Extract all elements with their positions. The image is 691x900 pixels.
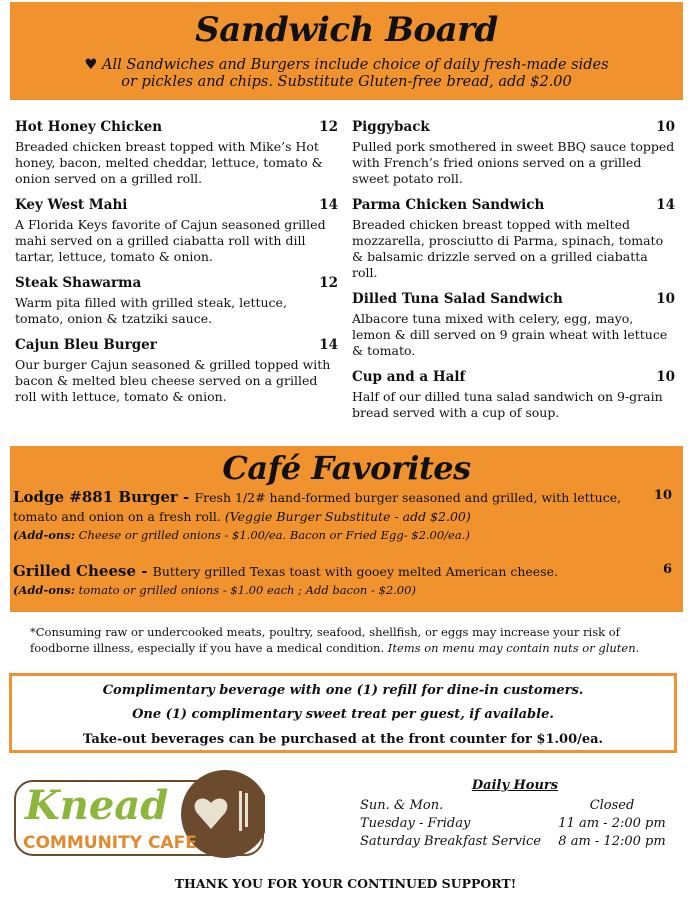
beverage-line-2: One (1) complimentary sweet treat per guest, if available. xyxy=(132,707,554,722)
item-price: 10 xyxy=(656,291,675,307)
item-description: Breaded chicken breast topped with melted mozzarella, prosciutto di Parma, spinach, tomato & balsamic drizzle served on a grilled ciabatta roll. xyxy=(352,217,664,280)
menu-item xyxy=(15,119,338,187)
allergen-note: Items on menu may contain nuts or gluten. xyxy=(387,641,640,655)
item-price: 14 xyxy=(656,197,675,213)
addon-text: tomato or grilled onions - $1.00 each ; Add bacon - $2.00) xyxy=(74,583,416,597)
fork-icon xyxy=(239,791,242,831)
note-line-2: or pickles and chips. Substitute Gluten-free bread, add $2.00 xyxy=(121,74,572,90)
food-safety-disclaimer xyxy=(30,624,665,656)
daily-hours xyxy=(360,778,670,851)
item-price: 12 xyxy=(319,275,338,291)
item-description: Half of our dilled tuna salad sandwich on 9-grain bread served with a cup of soup. xyxy=(352,389,663,420)
hours-day: Saturday Breakfast Service xyxy=(360,834,541,849)
item-name: Steak Shawarma xyxy=(15,275,142,291)
item-price: 10 xyxy=(656,369,675,385)
hours-time: 11 am - 2:00 pm xyxy=(558,816,666,831)
addon-label: (Add-ons: xyxy=(13,528,75,542)
hours-row xyxy=(360,833,670,851)
knife-icon xyxy=(245,793,248,827)
hours-day: Tuesday - Friday xyxy=(360,816,471,831)
sandwich-board-note xyxy=(10,57,683,91)
favorite-item-burger xyxy=(13,488,672,545)
item-price: 14 xyxy=(319,197,338,213)
hours-row xyxy=(360,815,670,833)
item-description: Pulled pork smothered in sweet BBQ sauce topped with French’s fried onions served on a grilled sweet potato roll. xyxy=(352,139,675,186)
hours-day: Sun. & Mon. xyxy=(360,798,444,813)
menu-item xyxy=(352,369,675,421)
favorite-item-grilled-cheese xyxy=(13,562,672,600)
hours-title: Daily Hours xyxy=(471,778,559,793)
item-description: Warm pita filled with grilled steak, lettuce, tomato, onion & tzatziki sauce. xyxy=(15,295,287,326)
item-price: 12 xyxy=(319,119,338,135)
cafe-favorites-title: Café Favorites xyxy=(222,449,471,487)
item-description: Fresh 1/2# hand-formed burger seasoned and grilled, with lettuce, tomato and onion on a fresh roll. xyxy=(13,490,622,524)
addon-label: (Add-ons: xyxy=(13,583,75,597)
logo-subtitle: COMMUNITY CAFE xyxy=(23,833,197,853)
menu-item xyxy=(352,291,675,359)
menu-item xyxy=(15,197,338,265)
item-addons xyxy=(13,526,672,545)
sandwich-column-left xyxy=(15,119,338,415)
menu-item xyxy=(15,337,338,405)
sandwich-column-right xyxy=(352,119,675,431)
item-price: 14 xyxy=(319,337,338,353)
addon-text: Cheese or grilled onions - $1.00/ea. Bacon or Fried Egg- $2.00/ea.) xyxy=(74,528,470,542)
item-name: Piggyback xyxy=(352,119,430,135)
hours-row xyxy=(360,797,670,815)
beverage-line-1: Complimentary beverage with one (1) refill for dine-in customers. xyxy=(102,683,584,698)
veggie-substitute: (Veggie Burger Substitute - add $2.00) xyxy=(224,509,471,524)
item-description: A Florida Keys favorite of Cajun seasoned grilled mahi served on a grilled ciabatta roll with dill tartar, lettuce, tomato & onion. xyxy=(15,217,326,264)
beverage-info-box xyxy=(9,673,677,753)
item-price: 10 xyxy=(653,488,672,503)
menu-item xyxy=(15,275,338,327)
item-name: Dilled Tuna Salad Sandwich xyxy=(352,291,563,307)
item-description: Buttery grilled Texas toast with gooey melted American cheese. xyxy=(152,564,558,579)
menu-item xyxy=(352,119,675,187)
item-name: Parma Chicken Sandwich xyxy=(352,197,545,213)
knead-community-cafe-logo xyxy=(13,767,265,863)
item-addons xyxy=(13,581,672,600)
sandwich-board-header xyxy=(10,2,683,100)
item-description: Our burger Cajun seasoned & grilled topped with bacon & melted bleu cheese served on a grilled roll with lettuce, tomato & onion. xyxy=(15,357,331,404)
item-price: 10 xyxy=(656,119,675,135)
item-description: Albacore tuna mixed with celery, egg, mayo, lemon & dill served on 9 grain wheat with lettuce & tomato. xyxy=(352,311,668,358)
thank-you-footer: THANK YOU FOR YOUR CONTINUED SUPPORT! xyxy=(174,876,517,891)
sandwich-board-title: Sandwich Board xyxy=(195,10,498,50)
item-price: 6 xyxy=(662,562,672,577)
item-name: Key West Mahi xyxy=(15,197,128,213)
beverage-line-3: Take-out beverages can be purchased at the front counter for $1.00/ea. xyxy=(82,732,604,747)
logo-word: Knead xyxy=(25,782,169,829)
item-name: Grilled Cheese - xyxy=(13,562,153,580)
menu-item xyxy=(352,197,675,281)
note-line-1: ♥ All Sandwiches and Burgers include choice of daily fresh-made sides xyxy=(84,57,609,73)
hours-time: 8 am - 12:00 pm xyxy=(558,834,666,849)
item-name: Cup and a Half xyxy=(352,369,466,385)
item-name: Cajun Bleu Burger xyxy=(15,337,157,353)
item-name: Hot Honey Chicken xyxy=(15,119,163,135)
hours-time: Closed xyxy=(589,798,635,813)
item-name: Lodge #881 Burger - xyxy=(13,488,195,506)
item-description: Breaded chicken breast topped with Mike’s Hot honey, bacon, melted cheddar, lettuce, tomato & onion served on a grilled roll. xyxy=(15,139,323,186)
disclaimer-text: *Consuming raw or undercooked meats, poultry, seafood, shellfish, or eggs may increase your risk of foodborne illness, especially if you have a medical condition. xyxy=(30,625,620,655)
